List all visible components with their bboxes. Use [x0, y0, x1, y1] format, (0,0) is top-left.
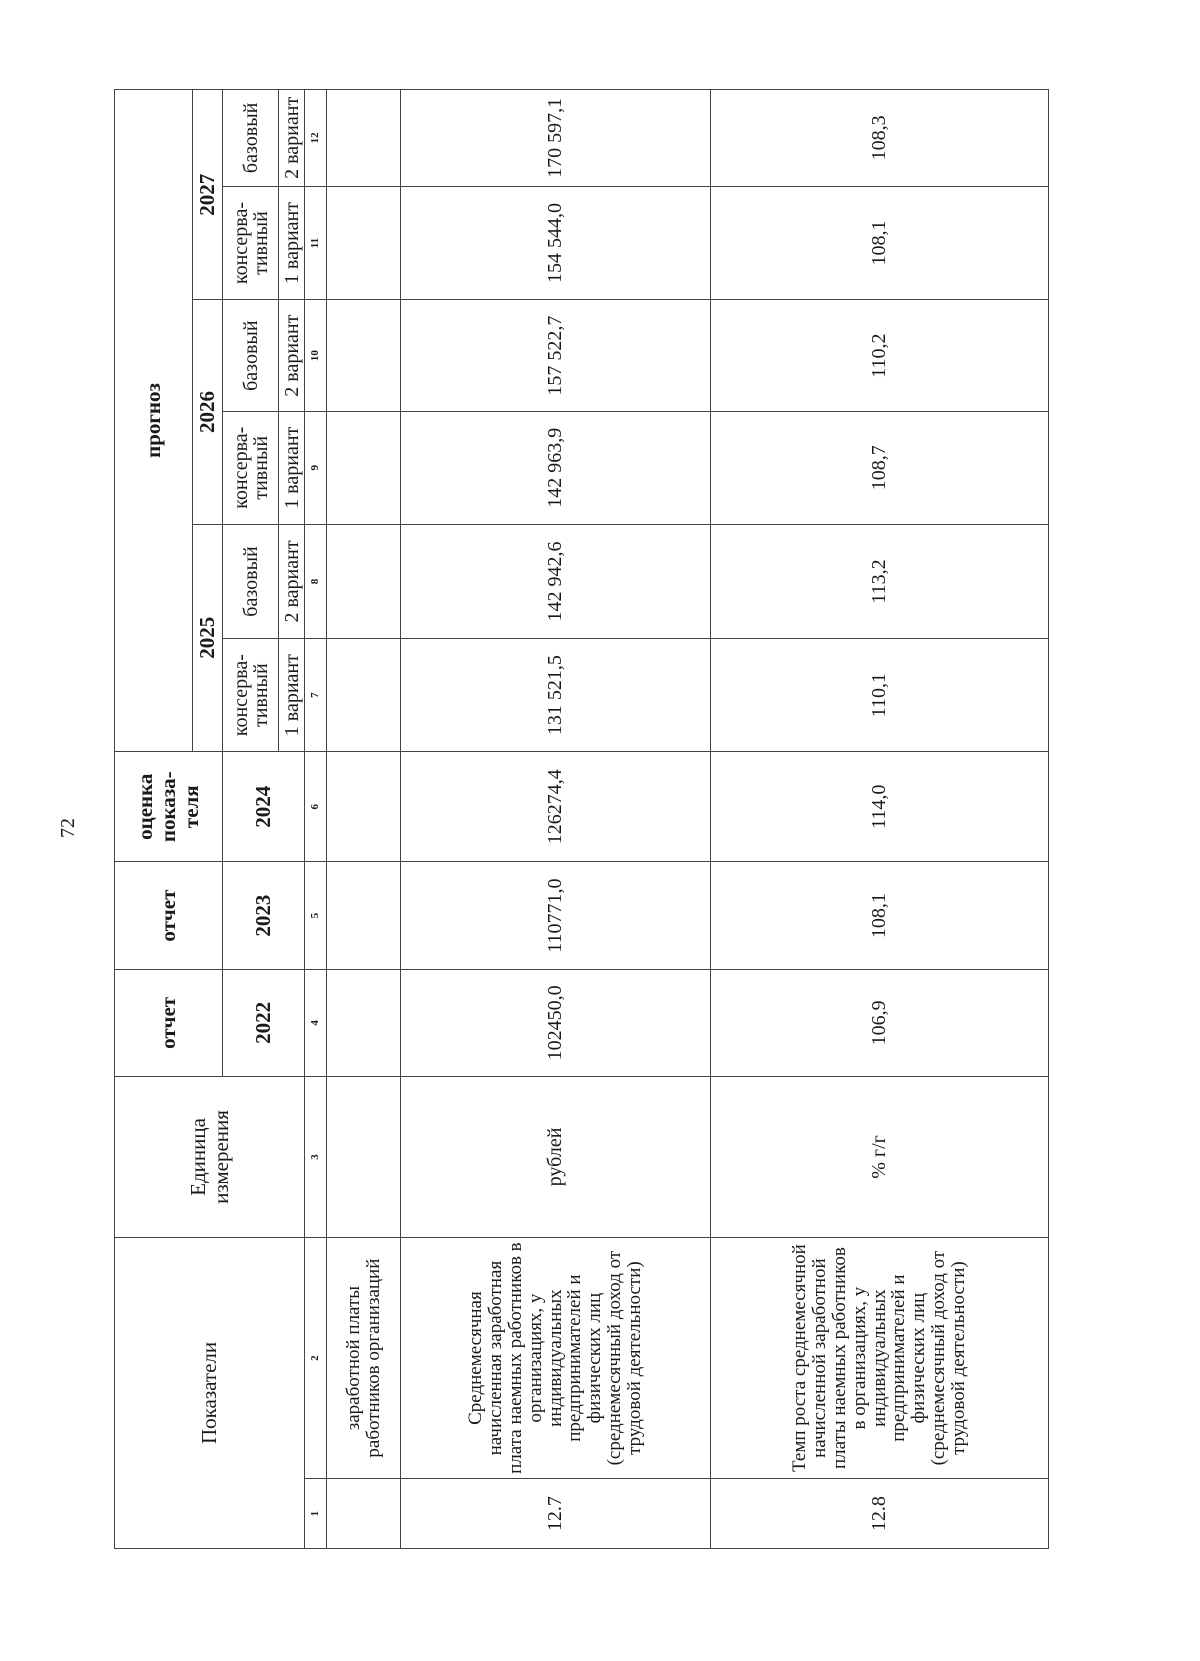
value-cell: 108,3	[711, 90, 1049, 187]
forecast-table	[114, 89, 1049, 1549]
value-cell: 113,2	[711, 524, 1049, 639]
value-cell: 126274,4	[401, 751, 711, 861]
conservative-2027: консерва-тивный	[223, 186, 279, 300]
col-number-6: 6	[305, 751, 327, 861]
unit-cell: рублей	[401, 1077, 711, 1238]
value-cell: 108,7	[711, 411, 1049, 524]
indicator-name: Темп роста среднемесячной начисленной заработной платы наемных работников в организациях, у индивидуальных предпринимателей и физических лиц (среднемесячный доход от трудовой деятельности)	[711, 1237, 1049, 1478]
col-number-12: 12	[305, 90, 327, 187]
base-2027: базовый	[223, 90, 279, 187]
rotated-table-wrapper	[114, 89, 1048, 1549]
variant1-2025: 1 вариант	[279, 639, 305, 752]
column-number-row	[305, 90, 327, 1549]
value-cell: 108,1	[711, 862, 1049, 969]
conservative-2026: консерва-тивный	[223, 411, 279, 524]
year-2022: 2022	[223, 969, 305, 1076]
year-2024: 2024	[223, 751, 305, 861]
col-number-11: 11	[305, 186, 327, 300]
unit-cell	[327, 1077, 401, 1238]
table-row	[711, 90, 1049, 1549]
value-cell: 110,2	[711, 300, 1049, 412]
value-cell: 102450,0	[401, 969, 711, 1076]
indicator-name: Среднемесячная начисленная заработная плата наемных работников в организациях, у индивидуальных предпринимателей и физических лиц (среднемесячный доход от трудовой деятельности)	[401, 1237, 711, 1478]
value-cell: 142 963,9	[401, 411, 711, 524]
col-number-5: 5	[305, 862, 327, 969]
value-cell	[327, 186, 401, 300]
row-number	[327, 1479, 401, 1549]
col-number-1: 1	[305, 1479, 327, 1549]
value-cell: 106,9	[711, 969, 1049, 1076]
col-number-9: 9	[305, 411, 327, 524]
value-cell: 142 942,6	[401, 524, 711, 639]
value-cell: 110771,0	[401, 862, 711, 969]
unit-header: Единица измерения	[115, 1077, 305, 1238]
forecast-year-2026: 2026	[193, 300, 223, 524]
value-cell: 131 521,5	[401, 639, 711, 752]
value-cell: 110,1	[711, 639, 1049, 752]
base-2025: базовый	[223, 524, 279, 639]
value-cell	[327, 969, 401, 1076]
header-row-1	[115, 90, 193, 1549]
value-cell: 170 597,1	[401, 90, 711, 187]
value-cell	[327, 90, 401, 187]
value-cell	[327, 411, 401, 524]
base-2026: базовый	[223, 300, 279, 412]
page-number: 72	[57, 818, 79, 838]
variant2-2025: 2 вариант	[279, 524, 305, 639]
col-number-8: 8	[305, 524, 327, 639]
table-row	[327, 90, 401, 1549]
year-2023: 2023	[223, 862, 305, 969]
col-number-7: 7	[305, 639, 327, 752]
value-cell: 108,1	[711, 186, 1049, 300]
estimate-header: оценка показа-теля	[115, 751, 223, 861]
variant1-2026: 1 вариант	[279, 411, 305, 524]
value-cell: 157 522,7	[401, 300, 711, 412]
col-number-3: 3	[305, 1077, 327, 1238]
col-number-10: 10	[305, 300, 327, 412]
variant1-2027: 1 вариант	[279, 186, 305, 300]
value-cell	[327, 751, 401, 861]
value-cell: 114,0	[711, 751, 1049, 861]
variant2-2026: 2 вариант	[279, 300, 305, 412]
forecast-year-2025: 2025	[193, 524, 223, 751]
forecast-year-2027: 2027	[193, 90, 223, 300]
value-cell	[327, 639, 401, 752]
row-number: 12.8	[711, 1479, 1049, 1549]
report-header-2022: отчет	[115, 969, 223, 1076]
value-cell	[327, 300, 401, 412]
report-header-2023: отчет	[115, 862, 223, 969]
indicator-name: заработной платы работников организаций	[327, 1237, 401, 1478]
value-cell	[327, 524, 401, 639]
table-row	[401, 90, 711, 1549]
value-cell: 154 544,0	[401, 186, 711, 300]
col-number-4: 4	[305, 969, 327, 1076]
conservative-2025: консерва-тивный	[223, 639, 279, 752]
variant2-2027: 2 вариант	[279, 90, 305, 187]
indicators-header: Показатели	[115, 1237, 305, 1548]
value-cell	[327, 862, 401, 969]
col-number-2: 2	[305, 1237, 327, 1478]
forecast-header: прогноз	[115, 90, 193, 752]
row-number: 12.7	[401, 1479, 711, 1549]
unit-cell: % г/г	[711, 1077, 1049, 1238]
